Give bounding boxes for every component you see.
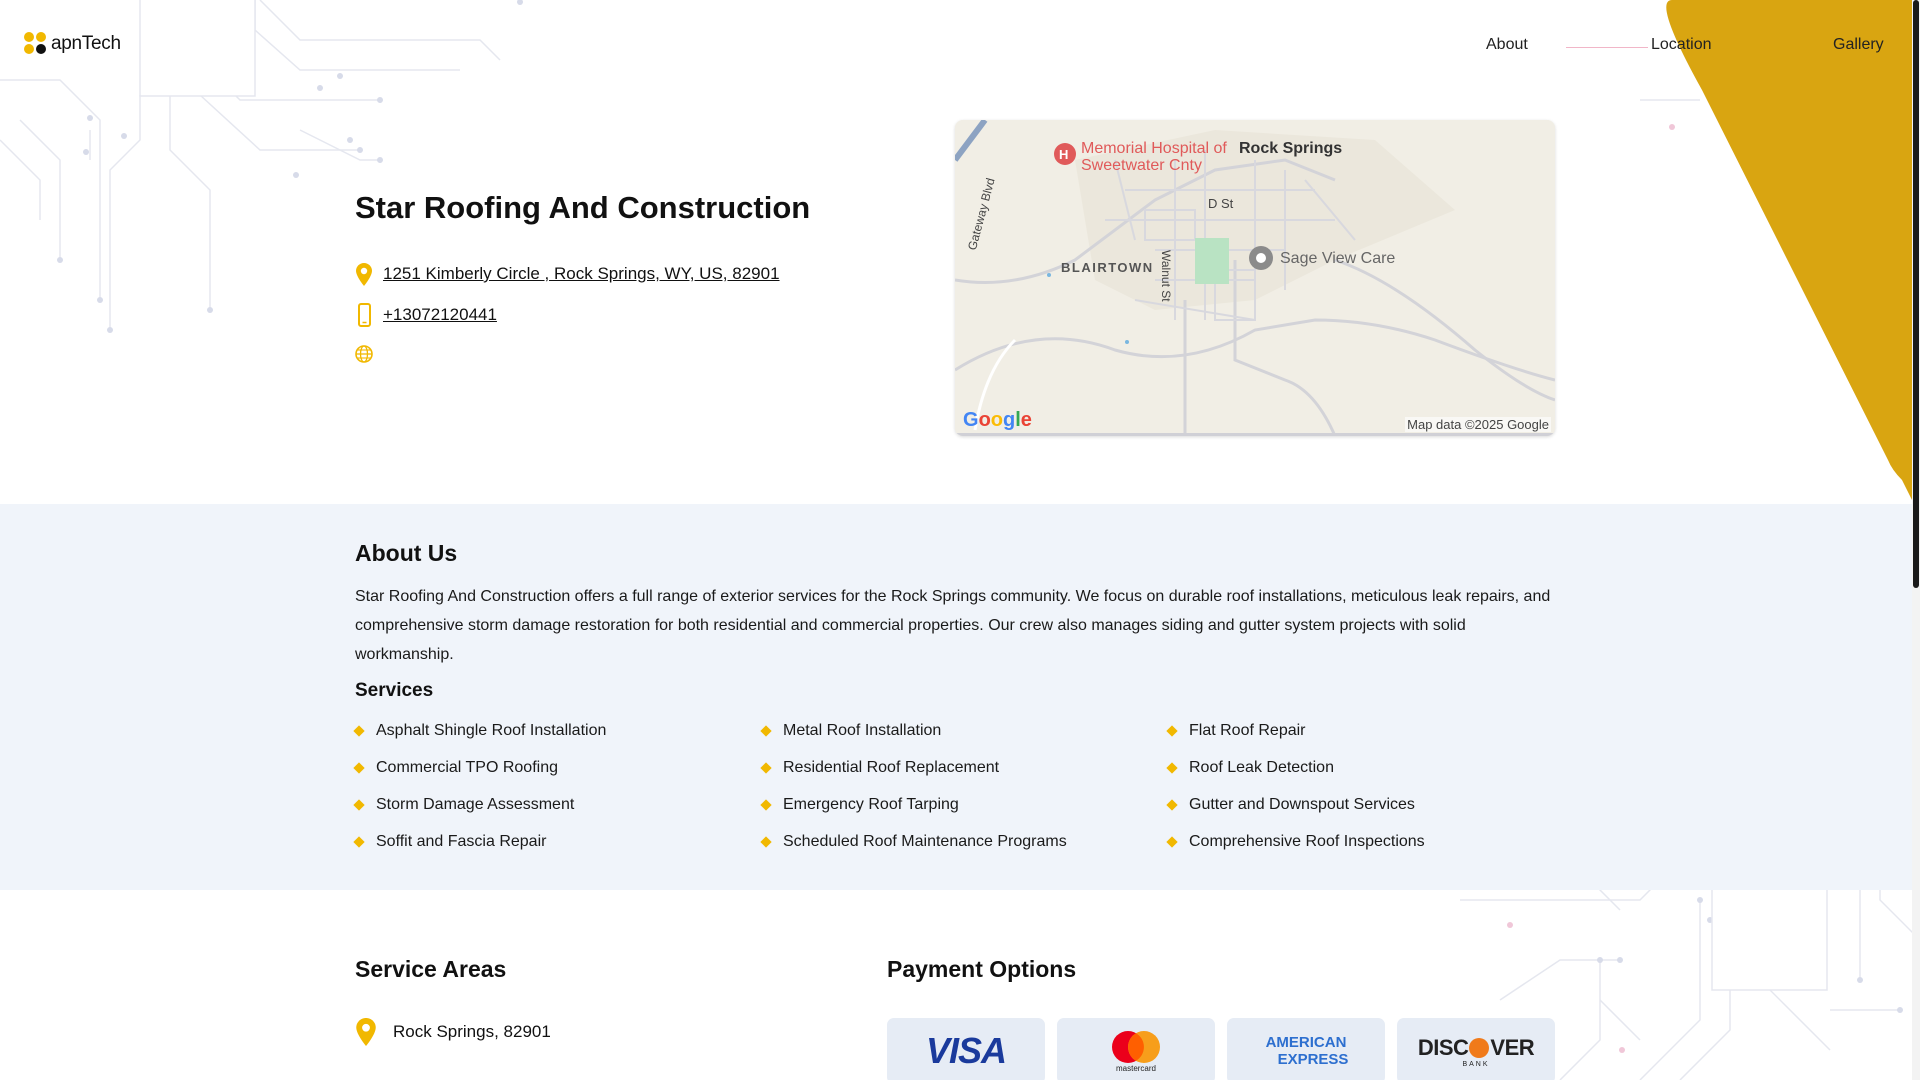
- map-attribution[interactable]: Map data ©2025 Google: [1407, 417, 1549, 432]
- header: [0, 0, 1912, 94]
- discover-card: [1397, 1018, 1555, 1080]
- diamond-bullet-icon: [353, 762, 364, 773]
- service-area-label: Rock Springs, 82901: [393, 1022, 551, 1041]
- map-pin-icon: [355, 262, 373, 286]
- address-link[interactable]: 1251 Kimberly Circle , Rock Springs, WY, US, 82901: [383, 264, 780, 283]
- map-label-district: BLAIRTOWN: [1061, 260, 1154, 275]
- scrollbar-thumb[interactable]: [1913, 0, 1919, 588]
- business-name: Star Roofing And Construction: [355, 190, 811, 225]
- phone-link[interactable]: +13072120441: [383, 305, 497, 324]
- service-item: Commercial TPO Roofing: [355, 759, 558, 777]
- about-section: [0, 504, 1912, 890]
- visa-logo: VISA: [925, 1030, 1007, 1071]
- service-areas-title: Service Areas: [355, 956, 507, 982]
- service-item: Roof Leak Detection: [1168, 759, 1334, 777]
- mastercard-card: [1057, 1018, 1215, 1080]
- visa-card: [887, 1018, 1045, 1080]
- nav-location[interactable]: Location: [1651, 36, 1712, 53]
- nav-about[interactable]: About: [1486, 36, 1528, 53]
- diamond-bullet-icon: [1166, 836, 1177, 847]
- services-title: Services: [355, 680, 434, 701]
- phone-icon: [355, 303, 373, 327]
- discover-logo: DISC VER BANK: [1417, 1034, 1535, 1068]
- location-map[interactable]: [955, 120, 1555, 436]
- globe-icon[interactable]: [355, 342, 373, 366]
- diamond-bullet-icon: [1166, 799, 1177, 810]
- map-canvas: [955, 120, 1555, 436]
- nav-divider: [1566, 47, 1648, 48]
- areas-payment-section: [0, 890, 1912, 1080]
- service-item: Asphalt Shingle Roof Installation: [355, 722, 606, 740]
- diamond-bullet-icon: [760, 836, 771, 847]
- logo-text: apnTech: [51, 33, 121, 54]
- logo[interactable]: [24, 32, 121, 56]
- diamond-bullet-icon: [353, 725, 364, 736]
- amex-card: [1227, 1018, 1385, 1080]
- service-item: Metal Roof Installation: [762, 722, 941, 740]
- diamond-bullet-icon: [760, 725, 771, 736]
- about-description: Star Roofing And Construction offers a full range of exterior services for the Rock Springs community. We focus on durable roof installations, meticulous leak repairs, and comprehensive storm damage restoration for both residential and commercial properties. Our crew also manages siding and gutter system projects with solid workmanship.: [355, 588, 1551, 663]
- service-item: Gutter and Downspout Services: [1168, 796, 1415, 814]
- svg-text:H: H: [1059, 147, 1069, 162]
- service-item: Comprehensive Roof Inspections: [1168, 833, 1425, 851]
- diamond-bullet-icon: [760, 762, 771, 773]
- google-logo[interactable]: Google: [963, 409, 1032, 431]
- map-label-city: Rock Springs: [1239, 140, 1343, 157]
- map-label-gateway: Gateway Blvd: [965, 176, 998, 252]
- map-pin-icon: [355, 1018, 377, 1046]
- about-title: About Us: [355, 540, 458, 566]
- service-item: Soffit and Fascia Repair: [355, 833, 546, 851]
- service-item: Storm Damage Assessment: [355, 796, 574, 814]
- payment-options-title: Payment Options: [887, 956, 1077, 982]
- website-row: [355, 342, 383, 366]
- diamond-bullet-icon: [1166, 762, 1177, 773]
- service-item: Residential Roof Replacement: [762, 759, 999, 777]
- diamond-bullet-icon: [1166, 725, 1177, 736]
- phone-row: [355, 303, 497, 327]
- map-label-d-st: D St: [1208, 196, 1234, 211]
- amex-logo: AMERICAN EXPRESS: [1265, 1034, 1349, 1068]
- logo-mark-icon: [24, 32, 48, 56]
- service-item: Scheduled Roof Maintenance Programs: [762, 833, 1067, 851]
- map-label-hospital: Memorial Hospital of Sweetwater Cnty: [1081, 140, 1227, 174]
- diamond-bullet-icon: [353, 799, 364, 810]
- diamond-bullet-icon: [760, 799, 771, 810]
- scrollbar[interactable]: [1912, 0, 1920, 1080]
- address-row: [355, 262, 780, 286]
- map-label-walnut: Walnut St: [1159, 250, 1173, 302]
- service-area-item: [355, 1018, 551, 1046]
- nav-gallery[interactable]: Gallery: [1833, 36, 1884, 53]
- service-item: Flat Roof Repair: [1168, 722, 1306, 740]
- business-hero: [0, 94, 1912, 504]
- mastercard-logo: mastercard: [1109, 1030, 1163, 1073]
- map-label-place: Sage View Care: [1280, 250, 1396, 267]
- service-item: Emergency Roof Tarping: [762, 796, 959, 814]
- diamond-bullet-icon: [353, 836, 364, 847]
